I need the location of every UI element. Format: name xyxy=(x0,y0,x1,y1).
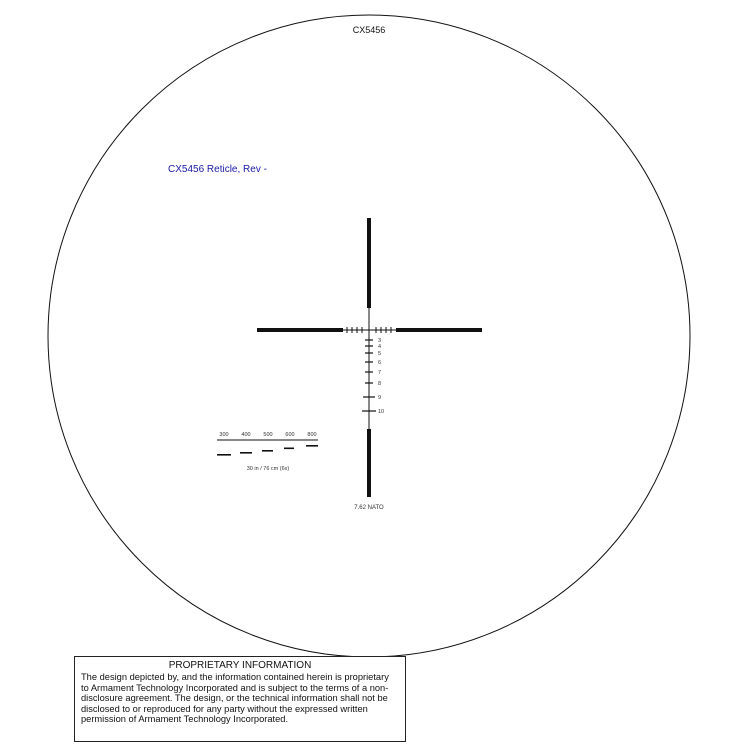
range-label-400: 400 xyxy=(241,432,251,438)
bdc-label-10: 10 xyxy=(378,409,385,415)
right-post xyxy=(396,328,482,332)
range-bar-500 xyxy=(262,450,273,452)
bdc-label-4: 4 xyxy=(378,344,382,350)
left-post xyxy=(257,328,343,332)
bdc-label-5: 5 xyxy=(378,351,382,357)
bdc-marks xyxy=(362,338,384,415)
reticle-code-label: CX5456 xyxy=(352,25,386,35)
range-bar-400 xyxy=(240,452,252,454)
bdc-label-7: 7 xyxy=(378,370,382,376)
caliber-label: 7.62 NATO xyxy=(354,505,384,511)
bdc-label-8: 8 xyxy=(378,381,382,387)
proprietary-body: The design depicted by, and the information contained herein is proprietary to Armament Technology Incorporated and is subject to the terms of a non-disclosure agreement. The design, or the technical information shall not be disclosed to or reproduced for any party without the expressed written permission of Armament Technology Incorporated. xyxy=(81,672,389,725)
proprietary-notice xyxy=(74,656,406,742)
proprietary-title: PROPRIETARY INFORMATION xyxy=(168,660,312,671)
reticle-title: CX5456 Reticle, Rev - xyxy=(168,164,267,175)
range-label-500: 500 xyxy=(263,432,273,438)
range-caption: 30 in / 76 cm (6x) xyxy=(246,466,290,472)
range-label-300: 300 xyxy=(219,432,229,438)
range-label-800: 800 xyxy=(307,432,317,438)
bdc-label-6: 6 xyxy=(378,360,382,366)
range-bar-800 xyxy=(306,445,318,447)
bdc-label-3: 3 xyxy=(378,338,382,344)
range-bar-300 xyxy=(217,454,231,456)
ranging-scale xyxy=(217,432,318,472)
range-label-600: 600 xyxy=(285,432,295,438)
bottom-post xyxy=(367,429,371,497)
bdc-label-9: 9 xyxy=(378,395,382,401)
top-post xyxy=(367,218,371,308)
range-bar-600 xyxy=(284,448,294,450)
